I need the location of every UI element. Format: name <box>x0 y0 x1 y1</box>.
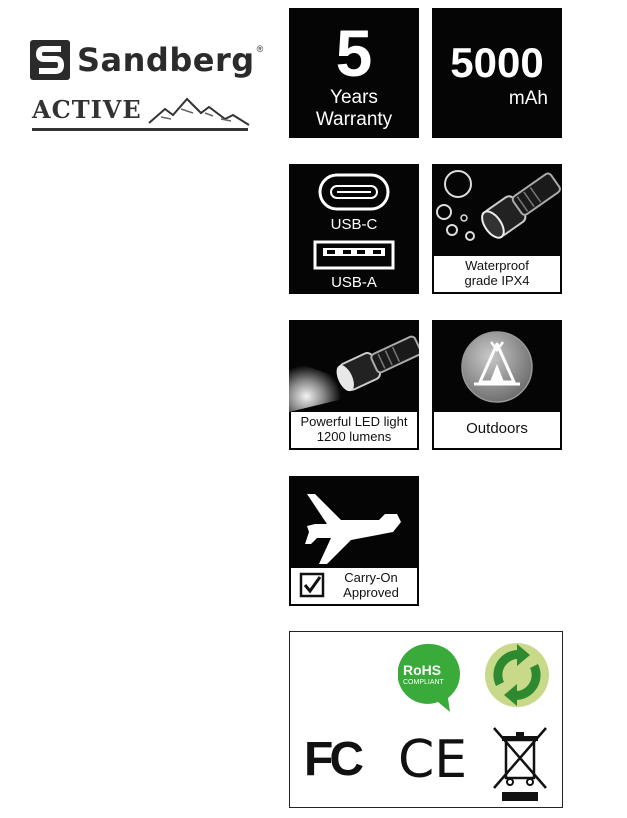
sandberg-active-logo <box>30 40 262 132</box>
checkbox-checked-icon <box>299 572 325 598</box>
logo-brand-text: Sandberg <box>77 41 255 79</box>
waterproof-tile <box>432 164 562 294</box>
capacity-unit: mAh <box>508 88 548 109</box>
logo-registered-mark: ® <box>256 44 264 54</box>
mountains-icon <box>147 95 251 131</box>
usb-a-port-icon <box>313 240 395 270</box>
waterproof-line1: Waterproof <box>465 258 529 273</box>
carry-on-tile <box>289 476 419 606</box>
flashlight-water-bubbles-icon <box>432 164 562 256</box>
warranty-label-text: Warranty <box>315 109 393 130</box>
led-light-tile <box>289 320 419 450</box>
usb-c-label: USB-C <box>330 216 378 233</box>
tent-icon <box>460 330 534 404</box>
rohs-compliant-text: COMPLIANT <box>403 679 444 686</box>
carry-on-line1: Carry-On <box>344 570 398 585</box>
led-light-line2: 1200 lumens <box>316 429 392 444</box>
usb-ports-tile <box>289 164 419 294</box>
sandberg-s-icon <box>30 40 70 80</box>
fcc-mark: FC <box>304 733 360 786</box>
ce-mark: CE <box>398 730 468 790</box>
airplane-icon <box>297 480 411 568</box>
led-light-line1: Powerful LED light <box>300 414 408 429</box>
capacity-tile <box>432 8 562 138</box>
carry-on-caption <box>291 568 417 604</box>
usb-c-port-icon <box>317 172 391 212</box>
weee-crossed-bin-icon <box>490 724 550 804</box>
green-dot-recycle-icon <box>484 642 550 708</box>
capacity-number: 5000 <box>450 39 544 86</box>
logo-active-text: ACTIVE <box>32 95 142 124</box>
flashlight-beam-icon <box>289 320 419 412</box>
usb-a-label: USB-A <box>331 274 377 291</box>
warranty-years-text: Years <box>330 87 378 108</box>
waterproof-caption <box>434 256 560 292</box>
waterproof-line2: grade IPX4 <box>464 273 530 288</box>
rohs-compliant-icon <box>398 642 462 714</box>
outdoors-caption: Outdoors <box>434 412 560 448</box>
rohs-text: RoHS <box>403 662 442 678</box>
outdoors-tile <box>432 320 562 450</box>
logo-underline <box>32 128 248 131</box>
carry-on-line2: Approved <box>343 585 399 600</box>
warranty-number: 5 <box>335 16 373 90</box>
warranty-tile <box>289 8 419 138</box>
led-light-caption <box>291 412 417 448</box>
certifications-panel <box>289 631 563 808</box>
